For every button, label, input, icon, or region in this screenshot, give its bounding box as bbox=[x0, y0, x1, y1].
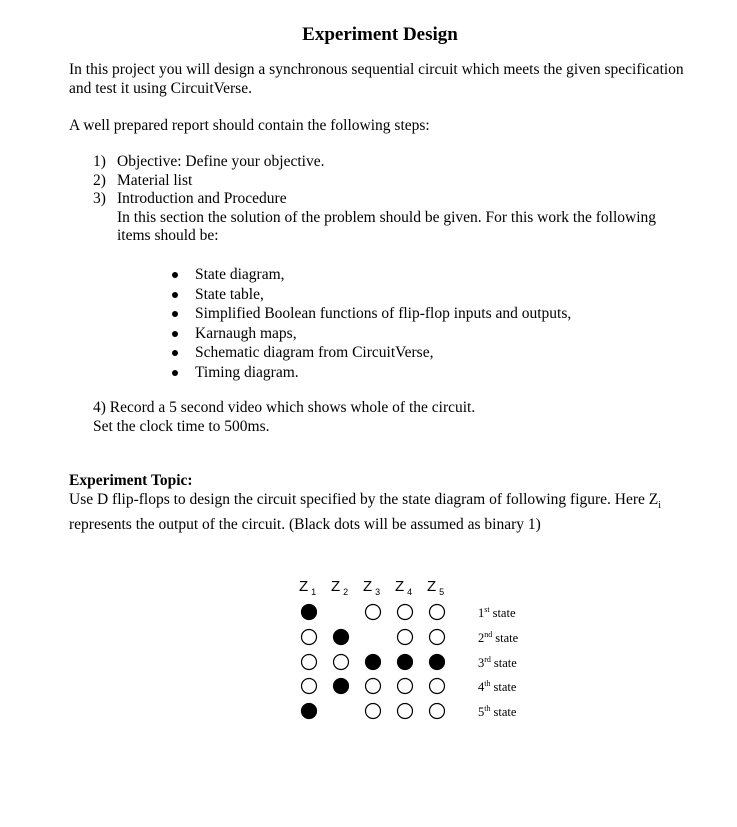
state-ordinal: 3 bbox=[478, 656, 485, 670]
filled-dot bbox=[366, 655, 381, 670]
z-header-label bbox=[395, 578, 412, 597]
empty-dot bbox=[398, 630, 413, 645]
state-word: state bbox=[495, 631, 519, 645]
bullet-icon bbox=[172, 331, 178, 337]
empty-dot bbox=[366, 704, 381, 719]
list-item-text: State table, bbox=[195, 285, 264, 303]
step-item-3 bbox=[93, 190, 693, 246]
topic-text-subscript: i bbox=[658, 500, 662, 512]
state-word: state bbox=[493, 705, 517, 719]
step-number: 4) bbox=[93, 399, 106, 416]
z-subscript: 3 bbox=[375, 587, 381, 597]
bullet-icon bbox=[172, 370, 178, 376]
z-header-label bbox=[331, 578, 348, 597]
z-subscript: 2 bbox=[343, 587, 349, 597]
step-number: 1) bbox=[93, 153, 106, 170]
empty-dot bbox=[430, 679, 445, 694]
bullet-icon bbox=[172, 272, 178, 278]
state-label bbox=[478, 605, 516, 620]
state-ordinal-suffix: th bbox=[484, 679, 491, 688]
step-text: Introduction and Procedure bbox=[117, 190, 287, 207]
step-text: Objective: Define your objective. bbox=[117, 153, 325, 170]
state-ordinal: 4 bbox=[478, 680, 485, 694]
list-item bbox=[172, 304, 692, 324]
state-ordinal-suffix: nd bbox=[484, 630, 493, 639]
state-word: state bbox=[493, 680, 517, 694]
z-subscript: 4 bbox=[407, 587, 413, 597]
filled-dot bbox=[398, 655, 413, 670]
page-title: Experiment Design bbox=[302, 24, 458, 45]
z-letter: Z bbox=[395, 578, 405, 595]
step-item-4 bbox=[93, 399, 693, 436]
report-items-list bbox=[172, 265, 692, 382]
bullet-icon bbox=[172, 311, 178, 317]
state-word: state bbox=[493, 656, 517, 670]
z-letter: Z bbox=[331, 578, 341, 595]
state-label bbox=[478, 655, 517, 670]
step-item-2 bbox=[93, 172, 693, 191]
step-number: 3) bbox=[93, 190, 106, 207]
state-ordinal-suffix: th bbox=[484, 704, 491, 713]
z-header-label bbox=[363, 578, 380, 597]
empty-dot bbox=[302, 679, 317, 694]
z-letter: Z bbox=[299, 578, 309, 595]
state-ordinal: 2 bbox=[478, 631, 485, 645]
empty-dot bbox=[334, 655, 349, 670]
empty-dot bbox=[302, 630, 317, 645]
step-detail: In this section the solution of the problem should be given. For this work the following items should be: bbox=[117, 208, 656, 244]
bullet-icon bbox=[172, 292, 178, 298]
state-ordinal-suffix: rd bbox=[484, 655, 491, 664]
list-item bbox=[172, 324, 692, 344]
z-header-label bbox=[299, 578, 316, 597]
empty-dot bbox=[398, 679, 413, 694]
state-ordinal: 5 bbox=[478, 705, 485, 719]
empty-dot bbox=[366, 605, 381, 620]
topic-text-part-b: represents the output of the circuit. (Black dots will be assumed as binary 1) bbox=[69, 515, 541, 533]
list-item bbox=[172, 363, 692, 383]
step-text: Record a 5 second video which shows whole of the circuit. bbox=[109, 399, 476, 416]
z-subscript: 5 bbox=[439, 587, 445, 597]
step-extra: Set the clock time to 500ms. bbox=[93, 417, 270, 435]
empty-dot bbox=[398, 704, 413, 719]
z-header-label bbox=[427, 578, 444, 597]
steps-list bbox=[93, 153, 693, 246]
topic-text-part-a: Use D flip-flops to design the circuit specified by the state diagram of following figure. Here Z bbox=[69, 491, 659, 508]
list-item bbox=[172, 343, 692, 363]
empty-dot bbox=[430, 704, 445, 719]
state-label bbox=[478, 679, 517, 694]
empty-dot bbox=[430, 630, 445, 645]
step-item-1 bbox=[93, 153, 693, 172]
state-ordinal: 1 bbox=[478, 606, 485, 620]
state-label bbox=[478, 630, 519, 645]
list-item-text: Schematic diagram from CircuitVerse, bbox=[195, 344, 434, 361]
topic-paragraph bbox=[69, 491, 709, 534]
empty-dot bbox=[398, 605, 413, 620]
z-letter: Z bbox=[363, 578, 373, 595]
filled-dot bbox=[334, 630, 349, 645]
state-label bbox=[478, 704, 517, 719]
list-item-text: State diagram, bbox=[195, 266, 285, 283]
report-intro-paragraph: A well prepared report should contain the following steps: bbox=[69, 117, 430, 134]
list-item bbox=[172, 285, 692, 305]
z-subscript: 1 bbox=[311, 587, 317, 597]
state-ordinal-suffix: st bbox=[484, 605, 490, 614]
empty-dot bbox=[430, 605, 445, 620]
filled-dot bbox=[334, 679, 349, 694]
list-item-text: Karnaugh maps, bbox=[195, 324, 297, 342]
empty-dot bbox=[302, 655, 317, 670]
filled-dot bbox=[302, 704, 317, 719]
step-text: Material list bbox=[117, 171, 193, 189]
empty-dot bbox=[366, 679, 381, 694]
list-item-text: Simplified Boolean functions of flip-flop inputs and outputs, bbox=[195, 305, 572, 322]
filled-dot bbox=[302, 605, 317, 620]
state-word: state bbox=[492, 606, 516, 620]
filled-dot bbox=[430, 655, 445, 670]
bullet-icon bbox=[172, 350, 178, 356]
z-letter: Z bbox=[427, 578, 437, 595]
topic-heading: Experiment Topic: bbox=[69, 472, 193, 489]
list-item bbox=[172, 265, 692, 285]
intro-paragraph: In this project you will design a synchronous sequential circuit which meets the given specification and test it using CircuitVerse. bbox=[69, 61, 684, 97]
list-item-text: Timing diagram. bbox=[195, 363, 299, 381]
step-number: 2) bbox=[93, 171, 106, 189]
